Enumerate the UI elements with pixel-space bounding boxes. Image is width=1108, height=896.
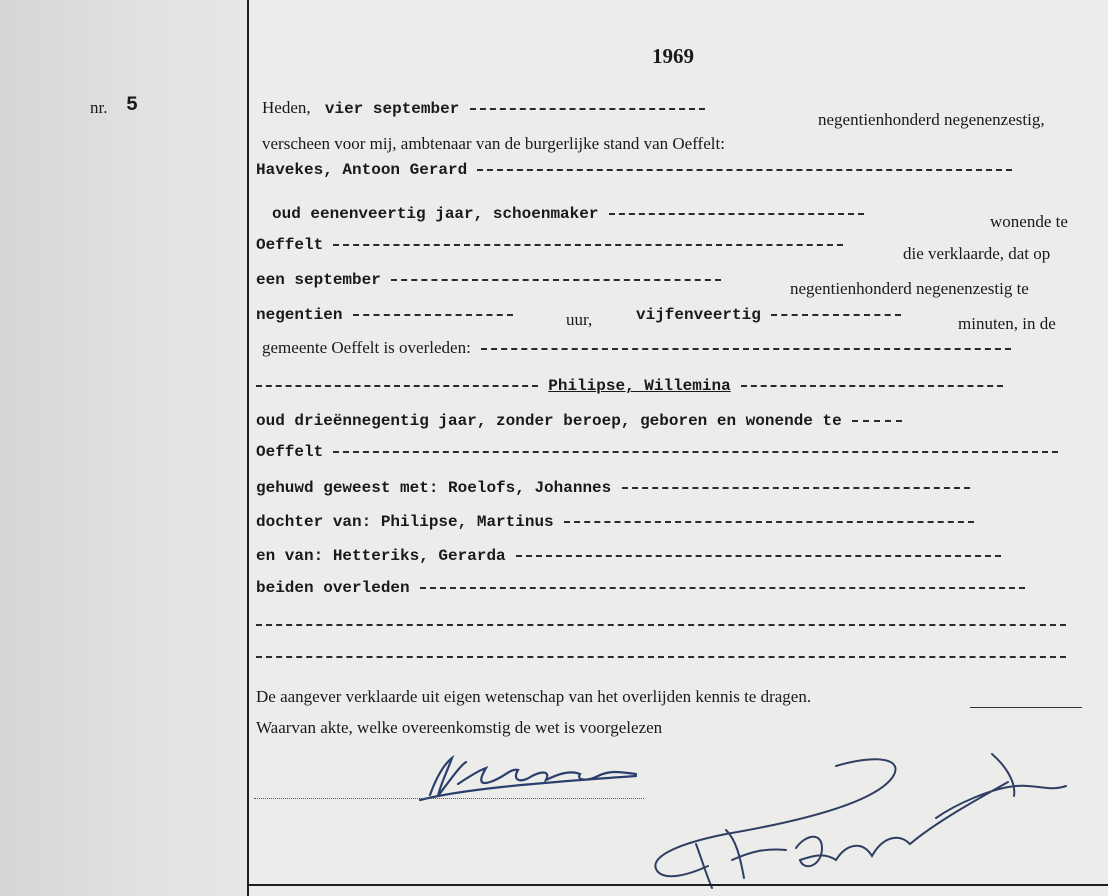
line-9 <box>256 375 1009 395</box>
record-number-value: 5 <box>126 94 139 117</box>
declaration-line: De aangever verklaarde uit eigen wetenschap van het overlijden kennis te dragen. <box>256 687 812 706</box>
line-13-father: dochter van: Philipse, Martinus <box>256 513 554 531</box>
line-13-dash <box>564 521 974 523</box>
line-1 <box>262 98 711 118</box>
line-7-dash-b <box>771 314 901 316</box>
line-15 <box>256 577 1031 597</box>
line-12-spouse: gehuwd geweest met: Roelofs, Johannes <box>256 479 612 497</box>
line-5-tail: die verklaarde, dat op <box>903 244 1051 263</box>
bottom-rule <box>249 884 1108 886</box>
line-15-text: beiden overleden <box>256 579 410 597</box>
line-4-dash <box>609 213 864 215</box>
declaration-end-rule <box>970 707 1082 708</box>
line-7-dash-a <box>353 314 513 316</box>
line-1-date: vier september <box>324 100 460 118</box>
line-14-dash <box>516 555 1001 557</box>
line-7-hour: negentien <box>256 306 343 324</box>
line-1-dash <box>470 108 705 110</box>
line-10-text: oud drieënnegentig jaar, zonder beroep, geboren en wonende te <box>256 412 842 430</box>
record-year: 1969 <box>652 44 694 68</box>
line-6-dash <box>391 279 721 281</box>
line-2: verscheen voor mij, ambtenaar van de burgerlijke stand van Oeffelt: <box>262 134 725 153</box>
deceased-name: Philipse, Willemina <box>548 377 731 395</box>
line-5 <box>256 234 849 254</box>
line-7-minutes: vijfenveertig <box>636 306 761 324</box>
line-3-name: Havekes, Antoon Gerard <box>256 161 468 179</box>
line-9-dash-b <box>741 385 1003 387</box>
line-11-place: Oeffelt <box>256 443 324 461</box>
signature-dotted-line <box>254 798 644 799</box>
line-6-tail: negentienhonderd negenenzestig te <box>790 279 1029 298</box>
left-margin-strip <box>0 0 248 896</box>
line-7-uur: uur, <box>566 310 593 329</box>
line-7-b <box>636 304 907 324</box>
line-10-dash <box>852 420 902 422</box>
closing-line: Waarvan akte, welke overeenkomstig de wet is voorgelezen <box>256 718 663 737</box>
line-8 <box>262 338 1017 358</box>
line-11-dash <box>333 451 1058 453</box>
line-13 <box>256 511 980 531</box>
record-number-label: nr. <box>90 98 108 117</box>
filler-line-1 <box>256 614 1072 634</box>
line-7 <box>256 304 519 324</box>
line-10 <box>256 410 908 430</box>
line-3 <box>256 159 1018 179</box>
line-11 <box>256 441 1064 461</box>
line-12-dash <box>622 487 970 489</box>
line-14 <box>256 545 1007 565</box>
line-5-place: Oeffelt <box>256 236 324 254</box>
line-15-dash <box>420 587 1025 589</box>
line-4 <box>272 203 870 223</box>
line-4-tail: wonende te <box>990 212 1068 231</box>
line-9-dash-a <box>256 385 538 387</box>
line-1-heden: Heden, <box>262 98 311 117</box>
line-6 <box>256 269 727 289</box>
line-12 <box>256 477 976 497</box>
signature-official <box>636 748 1086 896</box>
line-14-mother: en van: Hetteriks, Gerarda <box>256 547 506 565</box>
line-6-date: een september <box>256 271 381 289</box>
line-8-text: gemeente Oeffelt is overleden: <box>262 338 471 357</box>
line-8-dash <box>481 348 1011 350</box>
line-1-tail: negentienhonderd negenenzestig, <box>818 110 1045 129</box>
line-3-dash <box>477 169 1012 171</box>
filler-line-2 <box>256 646 1072 666</box>
line-7-tail: minuten, in de <box>958 314 1056 333</box>
line-5-dash <box>333 244 843 246</box>
line-4-occupation: oud eenenveertig jaar, schoenmaker <box>272 205 599 223</box>
